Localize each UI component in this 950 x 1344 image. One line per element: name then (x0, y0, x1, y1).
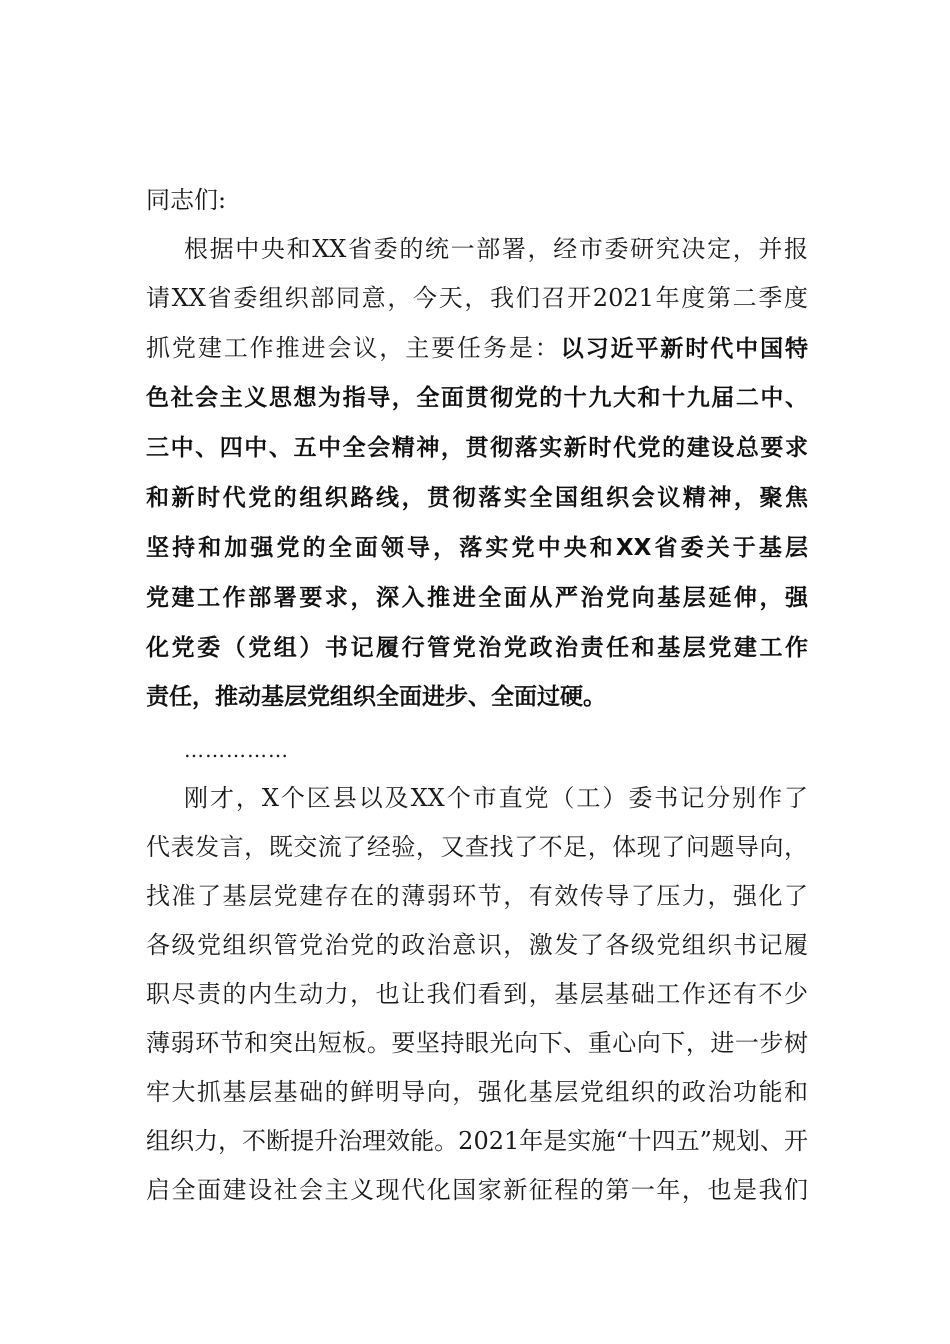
paragraph2-line9: 启全面建设社会主义现代化国家新征程的第一年，也是我们 (146, 1176, 808, 1204)
paragraph2-line4: 各级党组织管党治党的政治意识，激发了各级党组织书记履 (146, 931, 808, 959)
paragraph2-line2: 代表发言，既交流了经验，又查找了不足，体现了问题导向， (146, 833, 808, 861)
ellipsis: …………… (184, 738, 289, 762)
paragraph1-line8: 党建工作部署要求，深入推进全面从严治党向基层延伸，强 (146, 585, 808, 611)
paragraph1-line3 (146, 328, 808, 368)
paragraph1-line10: 责任，推动基层党组织全面进步、全面过硬。 (146, 684, 606, 710)
paragraph2-line1: 刚才，X个区县以及XX个市直党（工）委书记分别作了 (184, 784, 808, 812)
paragraph1-line3-normal: 抓党建工作推进会议，主要任务是： (146, 334, 561, 362)
paragraph1-line9: 化党委（党组）书记履行管党治党政治责任和基层党建工作 (146, 635, 808, 661)
paragraph1-line7: 坚持和加强党的全面领导，落实党中央和XX省委关于基层 (146, 535, 808, 561)
paragraph1-line5: 三中、四中、五中全会精神，贯彻落实新时代党的建设总要求 (146, 435, 808, 461)
paragraph1-line3-bold: 以习近平新时代中国特 (560, 336, 808, 362)
paragraph2-line5: 职尽责的内生动力，也让我们看到，基层基础工作还有不少 (146, 980, 808, 1008)
salutation: 同志们: (146, 186, 227, 214)
paragraph1-line6: 和新时代党的组织路线，贯彻落实全国组织会议精神，聚焦 (146, 485, 808, 511)
paragraph1-line2: 请XX省委组织部同意，今天，我们召开2021年度第二季度 (146, 284, 808, 312)
paragraph2-line8: 组织力，不断提升治理效能。2021年是实施“十四五”规划、开 (146, 1127, 808, 1155)
paragraph2-line7: 牢大抓基层基础的鲜明导向，强化基层党组织的政治功能和 (146, 1078, 808, 1106)
paragraph2-line3: 找准了基层党建存在的薄弱环节，有效传导了压力，强化了 (146, 882, 808, 910)
paragraph1-line4: 色社会主义思想为指导，全面贯彻党的十九大和十九届二中、 (146, 385, 808, 411)
paragraph1-line1: 根据中央和XX省委的统一部署，经市委研究决定，并报 (184, 235, 808, 263)
paragraph2-line6: 薄弱环节和突出短板。要坚持眼光向下、重心向下，进一步树 (146, 1029, 808, 1057)
